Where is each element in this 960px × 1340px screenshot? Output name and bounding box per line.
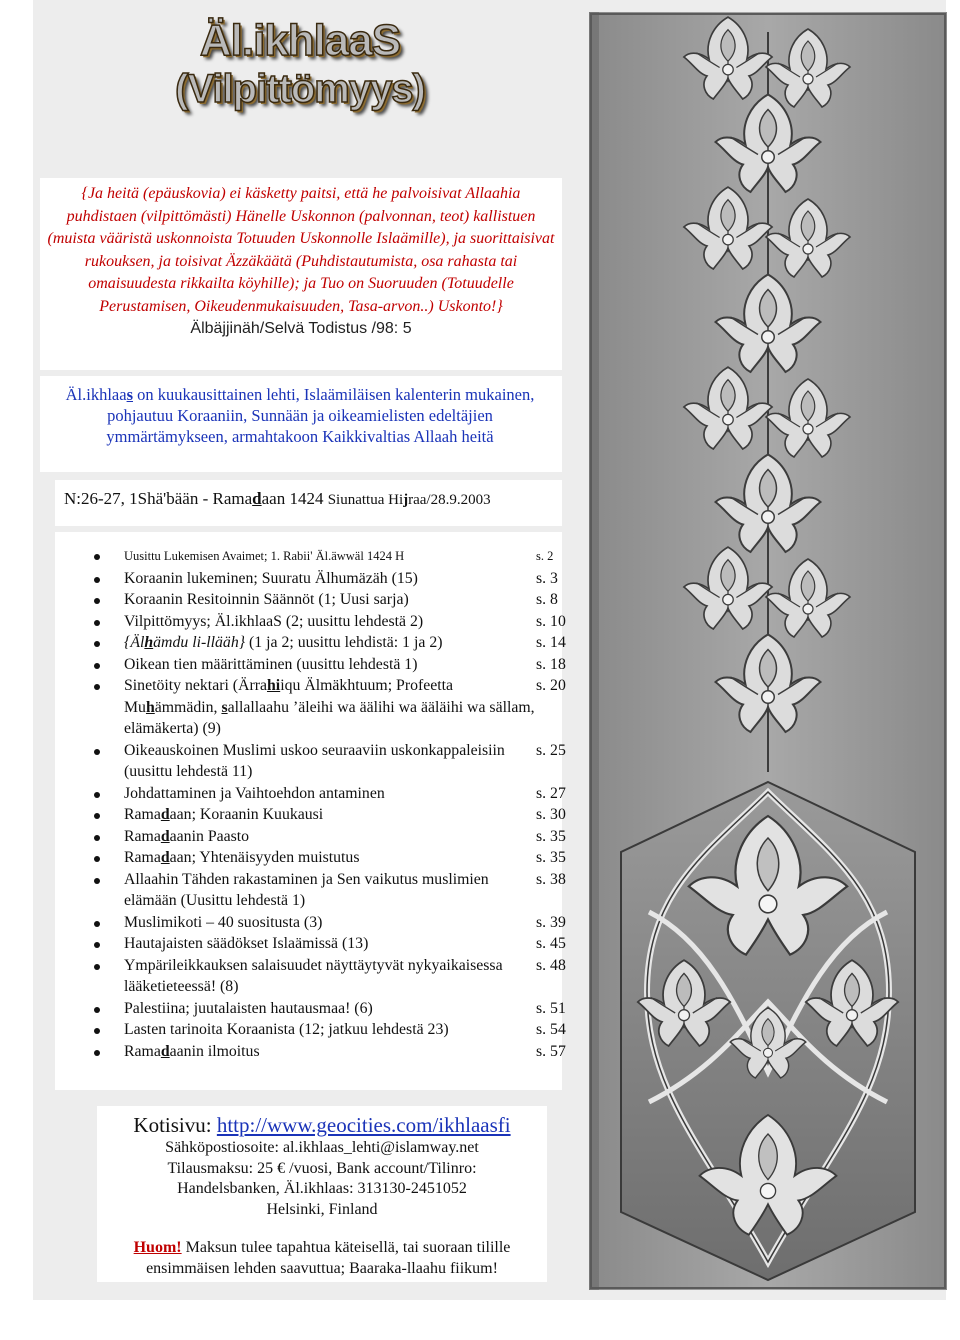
- toc-row: [124, 568, 570, 590]
- toc-title-part: d: [160, 827, 170, 845]
- toc-row: [124, 912, 570, 934]
- toc-row: [124, 826, 570, 848]
- toc-item: [92, 804, 570, 826]
- bullet-icon: [94, 641, 100, 647]
- quote-text: {Ja heitä (epäuskovia) ei käsketty paitsi, että he palvoisivat Allaahia puhdistaen (vilpittömästi) Hänelle Uskonnon (palvonnan, teot) kallistuen (muista vääristä uskonnoista Totuuden Uskonnolle Islaämille), ja suorittaisivat rukouksen, ja toisivat Äzzäkäätä (Puhdistautumista, osa rahasta tai omaisuudesta rikkailta köyhille); ja Tuo on Suoruuden (Totuudelle Perustamisen, Oikeudenmukaisuuden, Tasa-arvon..) Uskonto!}: [47, 185, 555, 315]
- toc-title-part: Hautajaisten säädökset Islaämissä (13): [124, 935, 369, 952]
- toc-page: s. 27: [536, 784, 566, 802]
- toc-title: [124, 998, 536, 1020]
- issue-mark: d: [252, 489, 262, 508]
- bullet-icon: [94, 921, 100, 927]
- toc-title: [124, 804, 536, 826]
- toc-title-part: allallaahu ’äleihi wa äälihi wa ääläihi wa sällam, elämäkerta) (9): [124, 698, 535, 737]
- toc-item: [92, 933, 570, 955]
- toc-item: [92, 998, 570, 1020]
- bullet-icon: [94, 598, 100, 604]
- toc-title-part: Palestiina; juutalaisten hautausmaa! (6): [124, 999, 373, 1017]
- toc-row: [124, 675, 570, 740]
- toc-title-part: Allaahin Tähden rakastaminen ja Sen vaikutus muslimien elämään (Uusittu lehdestä 1): [124, 870, 489, 909]
- toc-title-part: Lasten tarinoita Koraanista (12; jatkuu lehdestä 23): [124, 1021, 449, 1038]
- toc-row: [124, 998, 570, 1020]
- bullet-icon: [94, 878, 100, 884]
- issue-mark-2: j: [403, 492, 409, 508]
- toc-title-part: Uusittu Lukemisen Avaimet; 1. Rabii' Äl.äwwäl 1424 H: [124, 549, 405, 563]
- toc-title-part: (1 ja 2; uusittu lehdistä: 1 ja 2): [245, 634, 443, 651]
- toc-title-part: Rama: [124, 1042, 161, 1060]
- toc-title-part: Koraanin lukeminen; Suuratu Älhumäzäh (15): [124, 569, 418, 587]
- issue-number: N:26-27, 1Shä'bään - Rama: [64, 489, 253, 508]
- toc-row: [124, 1041, 570, 1063]
- toc-title: [124, 869, 536, 912]
- toc-row: [124, 740, 570, 783]
- intro-name-suffix: s: [126, 385, 133, 404]
- toc-title: [124, 546, 536, 568]
- email-line: Sähköpostiosoite: al.ikhlaas_lehti@islamway.net: [165, 1139, 479, 1156]
- bullet-icon: [94, 1007, 100, 1013]
- homepage-link[interactable]: http://www.geocities.com/ikhlaasfi: [216, 1113, 511, 1137]
- toc-page: s. 8: [536, 591, 558, 608]
- toc-title-part: d: [160, 1042, 170, 1060]
- toc-page: s. 48: [536, 956, 566, 974]
- quran-quote: [45, 183, 557, 341]
- toc-row: [124, 654, 570, 676]
- subscription-line: Tilausmaksu: 25 € /vuosi, Bank account/Tilinro:: [167, 1159, 477, 1177]
- toc-row: [124, 847, 570, 869]
- toc-item: [92, 826, 570, 848]
- toc-item: [92, 912, 570, 934]
- toc-page: s. 2: [536, 549, 554, 563]
- toc-row: [124, 955, 570, 998]
- city-line: Helsinki, Finland: [266, 1200, 378, 1218]
- toc-page: s. 30: [536, 806, 566, 823]
- bullet-icon: [94, 813, 100, 819]
- toc-title: [124, 654, 536, 676]
- toc-title-part: Rama: [124, 827, 161, 845]
- toc-row: [124, 783, 570, 805]
- bullet-icon: [94, 792, 100, 798]
- toc-page: s. 57: [536, 1042, 566, 1060]
- toc-item: [92, 568, 570, 590]
- homepage-label: Kotisivu:: [133, 1113, 217, 1137]
- toc-page: s. 38: [536, 870, 566, 888]
- issue-line: [64, 489, 564, 509]
- toc-title: [124, 1041, 536, 1063]
- toc-title-part: Vilpittömyys; Äl.ikhlaaS (2; uusittu lehdestä 2): [124, 612, 424, 630]
- toc-title: [124, 955, 536, 998]
- toc-title: [124, 847, 536, 869]
- toc-title-part: Koraanin Resitoinnin Säännöt (1; Uusi sarja): [124, 591, 409, 608]
- toc-row: [124, 611, 570, 633]
- toc-title-part: d: [160, 806, 170, 823]
- toc-item: [92, 546, 570, 568]
- bullet-icon: [94, 1028, 100, 1034]
- toc-page: s. 25: [536, 741, 566, 759]
- toc-title: [124, 740, 536, 783]
- toc-title: [124, 826, 536, 848]
- issue-hijra: Siunattua Hi: [327, 492, 404, 508]
- toc-row: [124, 546, 570, 568]
- toc-item: [92, 740, 570, 783]
- toc-item: [92, 589, 570, 611]
- toc-row: [124, 1019, 570, 1041]
- toc-item: [92, 955, 570, 998]
- quote-source: Älbäjjinäh/Selvä Todistus /98: 5: [190, 320, 412, 337]
- toc-item: [92, 654, 570, 676]
- note-text: Maksun tulee tapahtua käteisellä, tai suoraan tilille ensimmäisen lehden saavuttua; Baaraka-llaahu fiikum!: [146, 1239, 511, 1277]
- toc-title-part: aanin ilmoitus: [169, 1042, 260, 1060]
- toc-row: [124, 869, 570, 912]
- toc-page: s. 35: [536, 827, 566, 845]
- intro-text: on kuukausittainen lehti, Islaämiläisen kalenterin mukainen, pohjautuu Koraaniin, Sunnään ja oikeamielisten edeltäjien ymmärtämykseen, armahtakoon Kaikkivaltias Allaah heitä: [106, 385, 535, 446]
- toc-row: [124, 589, 570, 611]
- toc-item: [92, 783, 570, 805]
- toc-title-part: aan; Yhtenäisyyden muistutus: [169, 849, 360, 866]
- toc-item: [92, 675, 570, 740]
- toc-page: s. 39: [536, 913, 566, 931]
- ornament-panel: [589, 12, 947, 1290]
- homepage-line: [97, 1112, 547, 1138]
- toc-row: [124, 933, 570, 955]
- intro-paragraph: [50, 384, 550, 447]
- issue-year: aan 1424: [261, 489, 328, 508]
- masthead-title: Äl.ikhlaaS: [199, 16, 401, 65]
- toc-title-part: h: [145, 698, 155, 716]
- toc-page: s. 14: [536, 634, 566, 651]
- toc-title-part: Rama: [124, 806, 161, 823]
- toc-title: [124, 912, 536, 934]
- toc-page: s. 35: [536, 849, 566, 866]
- toc-row: [124, 804, 570, 826]
- toc-title-part: hi: [267, 677, 281, 694]
- toc-title: [124, 1019, 536, 1041]
- toc-title: [124, 933, 536, 955]
- ornament-hexagon: [621, 782, 915, 1280]
- bullet-icon: [94, 964, 100, 970]
- toc-title-part: aan; Koraanin Kuukausi: [169, 806, 324, 823]
- toc-page: s. 3: [536, 569, 558, 587]
- toc-page: s. 45: [536, 935, 566, 952]
- toc-page: s. 10: [536, 612, 566, 630]
- toc-page: s. 51: [536, 999, 566, 1017]
- toc-page: s. 20: [536, 677, 566, 694]
- toc-title-part: s: [221, 698, 228, 716]
- toc-title: [124, 611, 536, 633]
- toc-title-part: Sinetöity nektari (Ärra: [124, 677, 268, 694]
- toc-title-part: d: [160, 849, 170, 866]
- bullet-icon: [94, 663, 100, 669]
- bullet-icon: [94, 684, 100, 690]
- toc-title-part: Oikean tien määrittäminen (uusittu lehdestä 1): [124, 655, 418, 673]
- bank-line: Handelsbanken, Äl.ikhlaas: 313130-2451052: [177, 1180, 467, 1197]
- toc-title: [124, 589, 536, 611]
- toc-title-part: Oikeauskoinen Muslimi uskoo seuraaviin uskonkappaleisiin (uusittu lehdestä 11): [124, 741, 505, 780]
- toc-item: [92, 611, 570, 633]
- toc-page: s. 18: [536, 655, 566, 673]
- toc-item: [92, 632, 570, 654]
- masthead: [170, 18, 430, 110]
- toc-title-part: iqu Älmäkhtuum; Profeetta Mu: [124, 677, 454, 716]
- bullet-icon: [94, 856, 100, 862]
- toc-item: [92, 1041, 570, 1063]
- contact-info: [97, 1112, 547, 1279]
- bullet-icon: [94, 749, 100, 755]
- toc-title-part: aanin Paasto: [169, 827, 250, 845]
- toc-title-part: ämmädin,: [154, 698, 222, 716]
- toc-title: [124, 568, 536, 590]
- toc-title-part: Ympärileikkauksen salaisuudet näyttäytyvät nykyaikaisessa lääketieteessä! (8): [124, 956, 503, 995]
- toc-item: [92, 1019, 570, 1041]
- toc-title-part: Rama: [124, 849, 161, 866]
- toc-title-part: {Äl: [124, 634, 145, 651]
- issue-date: raa/28.9.2003: [408, 492, 491, 508]
- toc-title-part: h: [144, 634, 154, 651]
- toc-row: [124, 632, 570, 654]
- toc-title: [124, 783, 536, 805]
- toc-title: [124, 632, 536, 654]
- bullet-icon: [94, 835, 100, 841]
- note-label: Huom!: [133, 1239, 182, 1256]
- toc-title-part: Johdattaminen ja Vaihtoehdon antaminen: [124, 784, 385, 802]
- intro-name: Äl.ikhlaa: [65, 385, 127, 404]
- masthead-subtitle: (Vilpittömyys): [175, 67, 425, 112]
- toc-page: s. 54: [536, 1021, 566, 1038]
- toc-title-part: ämdu li-llääh}: [153, 634, 246, 651]
- toc-item: [92, 869, 570, 912]
- bullet-icon: [94, 577, 100, 583]
- toc-title: [124, 675, 536, 740]
- bullet-icon: [94, 1050, 100, 1056]
- toc-item: [92, 847, 570, 869]
- bullet-icon: [94, 554, 100, 560]
- bullet-icon: [94, 942, 100, 948]
- bullet-icon: [94, 620, 100, 626]
- table-of-contents: [92, 546, 570, 1062]
- payment-note: [97, 1238, 547, 1279]
- toc-title-part: Muslimikoti – 40 suositusta (3): [124, 913, 323, 931]
